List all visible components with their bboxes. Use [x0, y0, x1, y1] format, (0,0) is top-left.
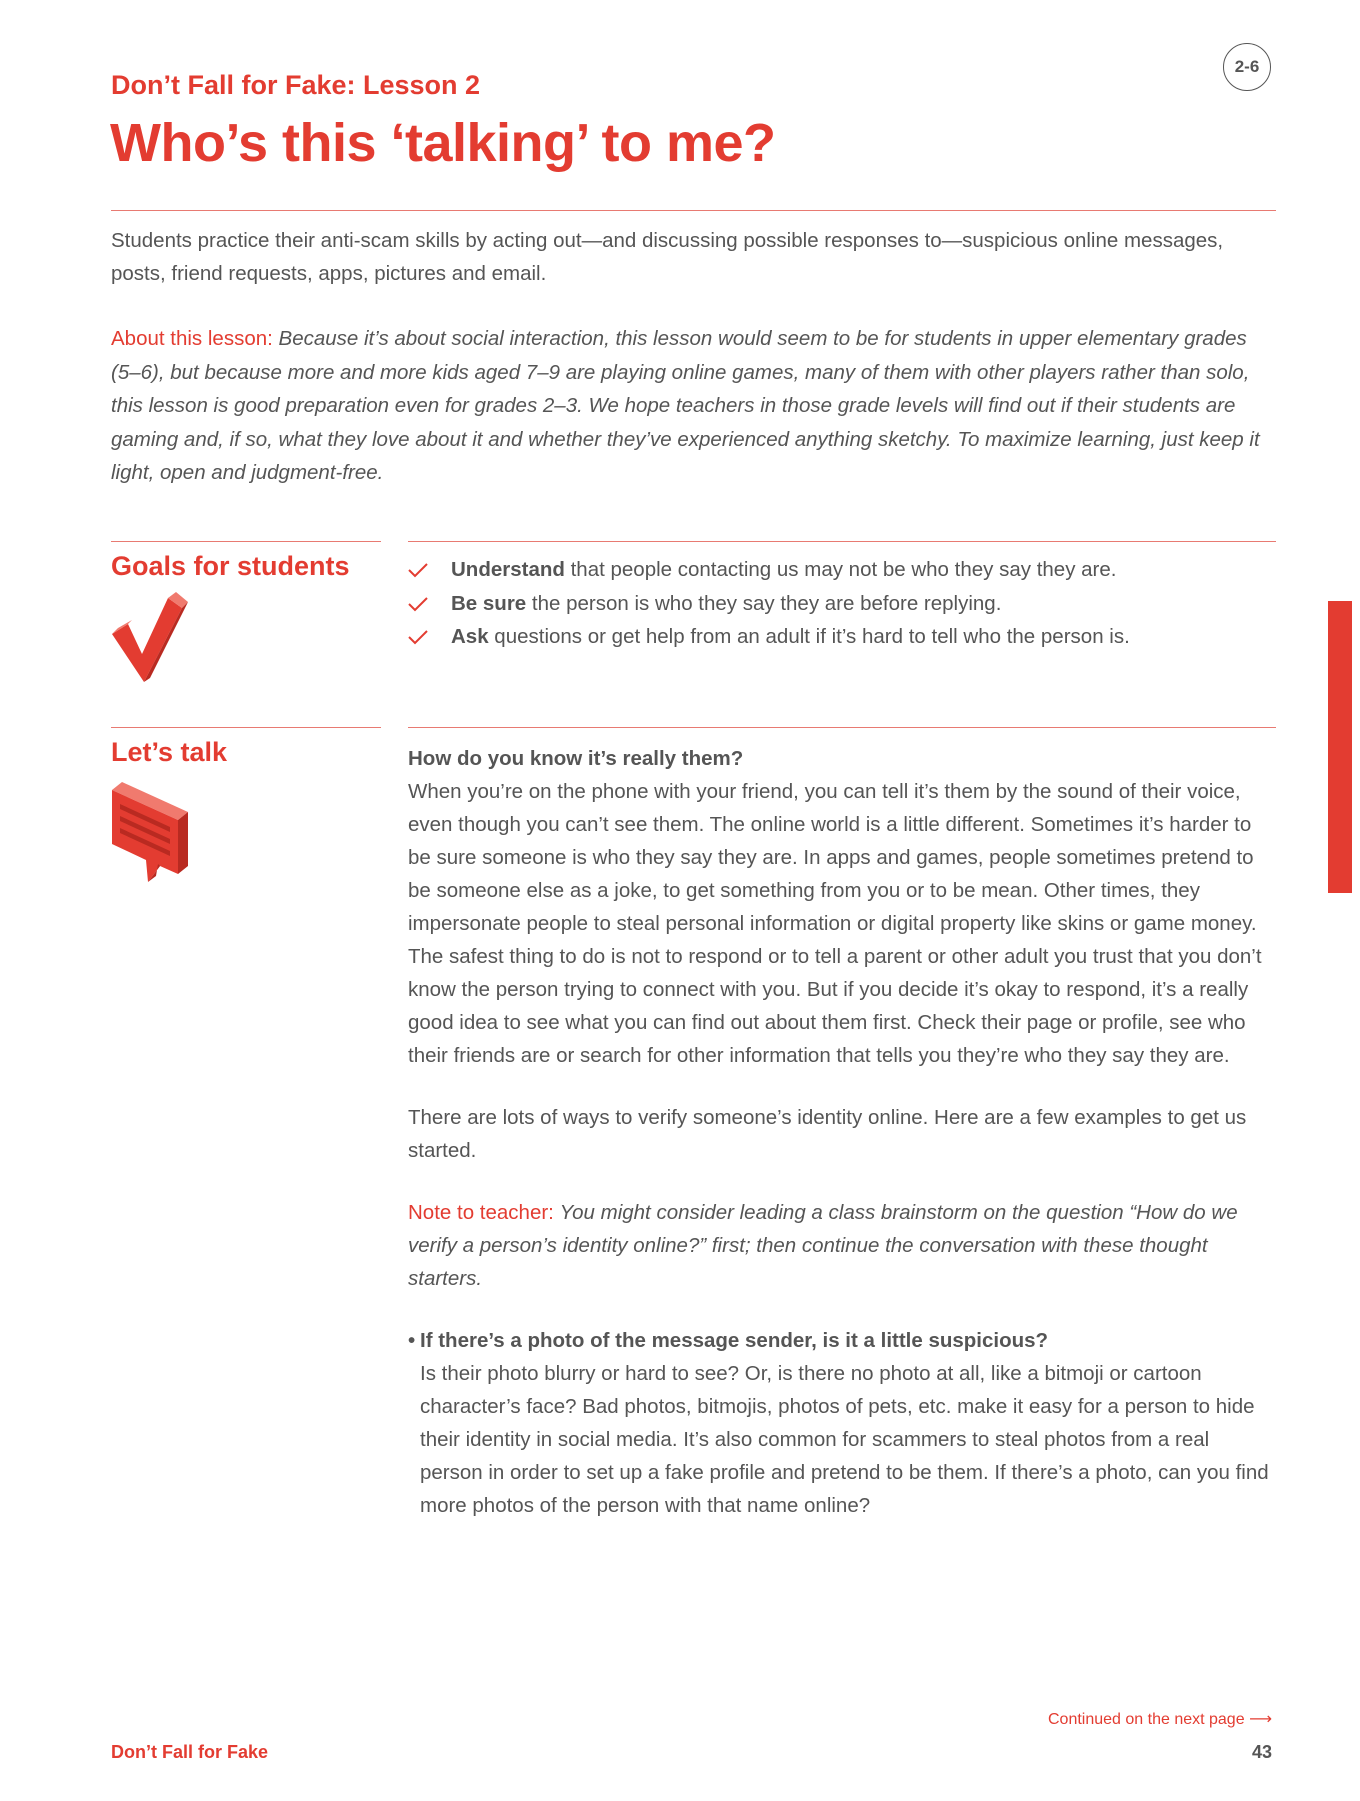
- checkmark-icon: [108, 590, 188, 686]
- talk-paragraph-1: When you’re on the phone with your friend, you can tell it’s them by the sound of their voice, even though you can’t see them. The online world is a little different. Sometimes it’s harder to be sure someone is who they say they are. In apps and games, people sometimes pretend to be someone else as a joke, to get something from you or to be mean. Other times, they impersonate people to steal personal information or digital property like skins or game money. The safest thing to do is not to respond or to tell a parent or other adult you trust that you don’t know the person trying to connect with you. But if you decide it’s okay to respond, it’s a really good idea to see what you can find out about them first. Check their page or profile, see who their friends are or search for other information that tells you they’re who they say they are.: [408, 780, 1262, 1067]
- goal-item: [408, 553, 1268, 587]
- talk-paragraph-2: There are lots of ways to verify someone’s identity online. Here are a few examples to get us started.: [408, 1106, 1247, 1162]
- continued-text: Continued on the next page: [1048, 1711, 1245, 1728]
- grade-badge: 2-6: [1223, 43, 1271, 91]
- goal-item: [408, 620, 1268, 654]
- about-paragraph: [111, 322, 1271, 490]
- goal-item: [408, 587, 1268, 621]
- goal-bold: Understand: [451, 558, 565, 581]
- continued-link[interactable]: [1048, 1709, 1272, 1729]
- arrow-right-icon: ⟶: [1249, 1711, 1272, 1728]
- goal-text: that people contacting us may not be who they say they are.: [564, 558, 1117, 581]
- talk-question: How do you know it’s really them?: [408, 747, 744, 770]
- about-text: Because it’s about social interaction, this lesson would seem to be for students in upper elementary grades (5–6), but because more and more kids aged 7–9 are playing online games, many of them with other players rather than solo, this lesson is good preparation even for grades 2–3. We hope teachers in those grade levels will find out if their students are gaming and, if so, what they love about it and whether they’ve experienced anything sketchy. To maximize learning, just keep it light, open and judgment-free.: [111, 327, 1260, 484]
- bullet-question: If there’s a photo of the message sender, is it a little suspicious?: [420, 1329, 1049, 1352]
- goals-heading: Goals for students: [111, 551, 350, 581]
- intro-paragraph: Students practice their anti-scam skills by acting out—and discussing possible responses to—suspicious online messages, posts, friend requests, apps, pictures and email.: [111, 229, 1224, 285]
- title-divider: [111, 210, 1276, 211]
- goal-bold: Ask: [451, 625, 489, 648]
- goals-right-divider: [408, 541, 1276, 542]
- goal-text: questions or get help from an adult if it’s hard to tell who the person is.: [488, 625, 1130, 648]
- teacher-note: [408, 1196, 1276, 1295]
- goal-text: the person is who they say they are before replying.: [526, 591, 1002, 615]
- talk-left-divider: [111, 727, 381, 728]
- goal-bold: Be sure: [451, 591, 527, 615]
- footer-title: Don’t Fall for Fake: [111, 1742, 269, 1762]
- talk-heading: Let’s talk: [111, 737, 228, 767]
- check-icon: [408, 596, 428, 612]
- bullet-marker: •: [408, 1329, 416, 1352]
- page-number: 43: [1251, 1742, 1272, 1762]
- side-tab: [1328, 601, 1352, 893]
- check-icon: [408, 629, 428, 645]
- lesson-label: Don’t Fall for Fake: Lesson 2: [111, 70, 481, 100]
- page-title: Who’s this ‘talking’ to me?: [110, 113, 776, 173]
- goals-list: [408, 553, 1268, 654]
- bullet-text: Is their photo blurry or hard to see? Or, is there no photo at all, like a bitmoji or cartoon character’s face? Bad photos, bitmojis, photos of pets, etc. make it easy for a person to hide their identity in social media. It’s also common for scammers to steal photos from a real person in order to set up a fake profile and pretend to be them. If there’s a photo, can you find more photos of the person with that name online?: [420, 1362, 1269, 1517]
- talk-body: [408, 742, 1276, 1522]
- goals-left-divider: [111, 541, 381, 542]
- teacher-note-text: You might consider leading a class brainstorm on the question “How do we verify a person’s identity online?” first; then continue the conversation with these thought starters.: [408, 1201, 1238, 1290]
- about-lead: About this lesson:: [111, 327, 273, 350]
- list-item: [408, 1324, 1276, 1522]
- speech-bubble-icon: [110, 782, 190, 882]
- talk-right-divider: [408, 727, 1276, 728]
- teacher-note-lead: Note to teacher:: [408, 1201, 554, 1224]
- check-icon: [408, 562, 428, 578]
